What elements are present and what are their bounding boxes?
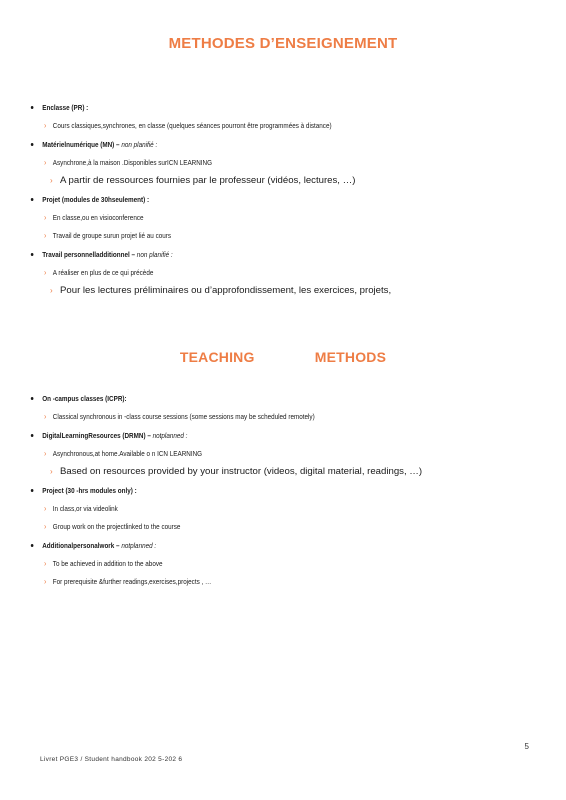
bullet-dot-icon	[31, 198, 34, 201]
chevron-right-icon: ›	[44, 577, 47, 586]
method-qualifier: notplanned :	[121, 541, 157, 550]
method-heading	[0, 245, 498, 264]
chevron-right-icon: ›	[44, 559, 47, 568]
method-detail-text: Asynchronous,at home.Available o n ICN LEARNING	[52, 449, 203, 458]
page-number: 5	[524, 742, 529, 751]
method-detail-text: To be achieved in addition to the above	[52, 559, 163, 568]
method-detail-text: A partir de ressources fournies par le professeur (vidéos, lectures, …)	[60, 175, 356, 186]
method-heading	[0, 190, 498, 209]
method-detail	[0, 518, 498, 536]
methods-list-fr	[0, 98, 566, 300]
method-item	[0, 426, 566, 481]
title-en-part2: METHODS	[314, 349, 387, 365]
method-item	[0, 190, 566, 245]
method-name: Projet (modules de 30hseulement) :	[42, 195, 150, 204]
method-heading	[0, 135, 498, 154]
chevron-right-icon: ›	[44, 121, 47, 130]
chevron-right-icon: ›	[44, 268, 47, 277]
bullet-dot-icon	[31, 544, 34, 547]
method-detail	[0, 264, 498, 282]
method-detail-text: Based on resources provided by your instructor (videos, digital material, readings, …)	[60, 466, 423, 477]
method-detail-text: In class,or via videolink	[52, 504, 118, 513]
method-detail-text: Cours classiques,synchrones, en classe (quelques séances pourront être programmées à distance)	[52, 121, 332, 130]
method-name: On -campus classes (ICPR):	[42, 394, 127, 403]
footer: Livret PGE3 / Student handbook 202 5-202 6	[40, 756, 183, 763]
method-detail	[0, 227, 498, 245]
bullet-dot-icon	[31, 397, 34, 400]
method-detail	[0, 555, 498, 573]
chevron-right-icon: ›	[44, 449, 47, 458]
page-title-fr: METHODES D’ENSEIGNEMENT	[168, 35, 398, 52]
chevron-right-icon: ›	[44, 231, 47, 240]
method-detail-text: En classe,ou en visioconference	[52, 213, 144, 222]
chevron-right-icon: ›	[50, 467, 53, 476]
method-name: DigitalLearningResources (DRMN) –	[42, 431, 151, 440]
method-item	[0, 536, 566, 591]
methods-list-en	[0, 389, 566, 591]
method-detail	[0, 408, 498, 426]
method-heading	[0, 481, 498, 500]
method-detail-text: Travail de groupe surun projet lié au cours	[52, 231, 172, 240]
method-detail	[0, 445, 498, 463]
chevron-right-icon: ›	[44, 522, 47, 531]
method-detail	[0, 172, 566, 190]
method-item	[0, 98, 566, 135]
chevron-right-icon: ›	[44, 158, 47, 167]
method-heading	[0, 426, 498, 445]
bullet-dot-icon	[31, 253, 34, 256]
method-detail	[0, 500, 498, 518]
method-detail	[0, 209, 498, 227]
method-name: Project (30 -hrs modules only) :	[42, 486, 137, 495]
method-detail-text: Asynchrone,à la maison .Disponibles surICN LEARNING	[52, 158, 213, 167]
method-name: Enclasse (PR) :	[42, 103, 89, 112]
chevron-right-icon: ›	[44, 412, 47, 421]
bullet-dot-icon	[31, 489, 34, 492]
method-detail-text: Group work on the projectlinked to the course	[52, 522, 181, 531]
method-item	[0, 245, 566, 300]
method-qualifier: non planifié :	[121, 140, 158, 149]
method-name: Travail personnelladditionnel –	[42, 250, 136, 259]
method-detail-text: For prerequisite &further readings,exercises,projects , …	[52, 577, 212, 586]
title-en-part1: TEACHING	[179, 349, 255, 365]
chevron-right-icon: ›	[44, 504, 47, 513]
method-detail-text: Pour les lectures préliminaires ou d’approfondissement, les exercices, projets,	[60, 285, 392, 296]
bullet-dot-icon	[31, 106, 34, 109]
method-name: Additionalpersonalwork –	[42, 541, 120, 550]
method-qualifier: non planifié :	[136, 250, 173, 259]
method-qualifier: notplanned :	[152, 431, 188, 440]
method-heading	[0, 389, 498, 408]
method-heading	[0, 98, 498, 117]
method-detail	[0, 117, 498, 135]
bullet-dot-icon	[31, 143, 34, 146]
method-item	[0, 481, 566, 536]
method-heading	[0, 536, 498, 555]
chevron-right-icon: ›	[50, 176, 53, 185]
method-detail-text: A réaliser en plus de ce qui précède	[52, 268, 154, 277]
method-detail	[0, 573, 498, 591]
method-detail-text: Classical synchronous in -class course sessions (some sessions may be scheduled remotely)	[52, 412, 315, 421]
page-title-en	[0, 349, 566, 365]
bullet-dot-icon	[31, 434, 34, 437]
method-item	[0, 389, 566, 426]
method-detail	[0, 154, 498, 172]
method-item	[0, 135, 566, 190]
chevron-right-icon: ›	[44, 213, 47, 222]
chevron-right-icon: ›	[50, 286, 53, 295]
method-name: Matérielnumérique (MN) –	[42, 140, 120, 149]
method-detail	[0, 463, 566, 481]
method-detail	[0, 282, 566, 300]
